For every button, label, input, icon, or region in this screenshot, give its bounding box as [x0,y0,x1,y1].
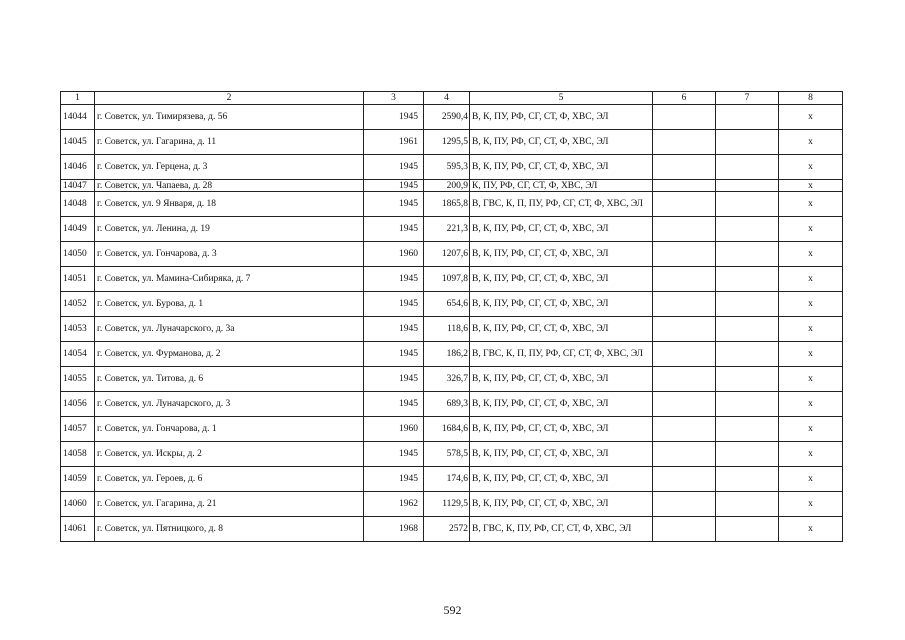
cell-address: г. Советск, ул. Мамина-Сибиряка, д. 7 [95,267,364,292]
cell-address: г. Советск, ул. Герцена, д. 3 [95,155,364,180]
cell-area: 326,7 [424,367,470,392]
cell-address: г. Советск, ул. Чапаева, д. 28 [95,180,364,192]
cell-col8: х [779,492,843,517]
cell-col7 [716,317,779,342]
cell-number: 14056 [61,392,95,417]
header-col-7: 7 [716,92,779,105]
cell-systems: В, К, ПУ, РФ, СГ, СТ, Ф, ХВС, ЭЛ [470,317,653,342]
cell-col7 [716,217,779,242]
housing-register-table [60,91,843,542]
header-col-4: 4 [424,92,470,105]
cell-col8: х [779,442,843,467]
cell-number: 14059 [61,467,95,492]
cell-area: 174,6 [424,467,470,492]
cell-col8: х [779,267,843,292]
cell-col8: х [779,192,843,217]
cell-col6 [653,155,716,180]
cell-area: 1865,8 [424,192,470,217]
table-row [61,467,843,492]
cell-area: 1129,5 [424,492,470,517]
cell-col6 [653,492,716,517]
header-col-1: 1 [61,92,95,105]
cell-area: 2572 [424,517,470,542]
cell-col6 [653,467,716,492]
table-row [61,417,843,442]
table-row [61,242,843,267]
table-row [61,292,843,317]
cell-year: 1945 [364,467,424,492]
cell-year: 1945 [364,392,424,417]
cell-year: 1960 [364,242,424,267]
cell-number: 14051 [61,267,95,292]
header-col-3: 3 [364,92,424,105]
cell-address: г. Советск, ул. Бурова, д. 1 [95,292,364,317]
cell-col7 [716,292,779,317]
cell-col6 [653,105,716,130]
cell-col8: х [779,180,843,192]
cell-col7 [716,492,779,517]
cell-col8: х [779,130,843,155]
cell-col7 [716,367,779,392]
cell-number: 14055 [61,367,95,392]
cell-area: 1295,5 [424,130,470,155]
cell-address: г. Советск, ул. Тимирязева, д. 56 [95,105,364,130]
cell-col8: х [779,317,843,342]
cell-systems: В, К, ПУ, РФ, СГ, СТ, Ф, ХВС, ЭЛ [470,392,653,417]
table-row [61,130,843,155]
table-body [61,105,843,542]
cell-number: 14053 [61,317,95,342]
cell-col8: х [779,217,843,242]
cell-systems: В, ГВС, К, П, ПУ, РФ, СГ, СТ, Ф, ХВС, ЭЛ [470,192,653,217]
table-row [61,192,843,217]
cell-address: г. Советск, ул. Гончарова, д. 3 [95,242,364,267]
page-number: 592 [443,603,462,617]
cell-col8: х [779,417,843,442]
cell-col6 [653,442,716,467]
cell-col6 [653,317,716,342]
cell-number: 14048 [61,192,95,217]
cell-col8: х [779,105,843,130]
cell-area: 118,6 [424,317,470,342]
table-row [61,105,843,130]
header-row [61,92,843,105]
cell-year: 1968 [364,517,424,542]
cell-col7 [716,130,779,155]
cell-systems: В, К, ПУ, РФ, СГ, СТ, Ф, ХВС, ЭЛ [470,217,653,242]
cell-col8: х [779,467,843,492]
table-row [61,392,843,417]
cell-systems: В, К, ПУ, РФ, СГ, СТ, Ф, ХВС, ЭЛ [470,155,653,180]
cell-col7 [716,442,779,467]
header-col-6: 6 [653,92,716,105]
cell-number: 14050 [61,242,95,267]
cell-systems: В, К, ПУ, РФ, СГ, СТ, Ф, ХВС, ЭЛ [470,367,653,392]
cell-col6 [653,517,716,542]
cell-area: 2590,4 [424,105,470,130]
cell-number: 14061 [61,517,95,542]
cell-year: 1945 [364,442,424,467]
cell-col7 [716,392,779,417]
cell-col7 [716,192,779,217]
cell-col7 [716,417,779,442]
cell-area: 654,6 [424,292,470,317]
header-col-2: 2 [95,92,364,105]
cell-col6 [653,267,716,292]
table-row [61,342,843,367]
cell-col7 [716,155,779,180]
cell-year: 1960 [364,417,424,442]
cell-year: 1961 [364,130,424,155]
cell-col8: х [779,392,843,417]
cell-area: 1097,8 [424,267,470,292]
table-row [61,180,843,192]
cell-col7 [716,180,779,192]
cell-systems: В, К, ПУ, РФ, СГ, СТ, Ф, ХВС, ЭЛ [470,267,653,292]
cell-number: 14060 [61,492,95,517]
cell-col7 [716,105,779,130]
cell-year: 1945 [364,292,424,317]
cell-number: 14057 [61,417,95,442]
cell-area: 689,3 [424,392,470,417]
cell-col6 [653,180,716,192]
cell-col6 [653,217,716,242]
cell-col7 [716,517,779,542]
cell-area: 221,3 [424,217,470,242]
cell-year: 1945 [364,180,424,192]
cell-col6 [653,367,716,392]
cell-col8: х [779,242,843,267]
cell-address: г. Советск, ул. Луначарского, д. 3а [95,317,364,342]
cell-year: 1945 [364,342,424,367]
header-col-8: 8 [779,92,843,105]
cell-address: г. Советск, ул. Пятницкого, д. 8 [95,517,364,542]
cell-year: 1945 [364,267,424,292]
cell-systems: В, ГВС, К, П, ПУ, РФ, СГ, СТ, Ф, ХВС, ЭЛ [470,342,653,367]
cell-address: г. Советск, ул. Гагарина, д. 11 [95,130,364,155]
cell-systems: В, ГВС, К, ПУ, РФ, СГ, СТ, Ф, ХВС, ЭЛ [470,517,653,542]
cell-col6 [653,292,716,317]
cell-address: г. Советск, ул. Гончарова, д. 1 [95,417,364,442]
cell-number: 14046 [61,155,95,180]
cell-number: 14054 [61,342,95,367]
cell-systems: К, ПУ, РФ, СГ, СТ, Ф, ХВС, ЭЛ [470,180,653,192]
cell-year: 1945 [364,367,424,392]
cell-number: 14049 [61,217,95,242]
cell-systems: В, К, ПУ, РФ, СГ, СТ, Ф, ХВС, ЭЛ [470,442,653,467]
cell-systems: В, К, ПУ, РФ, СГ, СТ, Ф, ХВС, ЭЛ [470,242,653,267]
cell-col7 [716,242,779,267]
cell-address: г. Советск, ул. Титова, д. 6 [95,367,364,392]
cell-area: 186,2 [424,342,470,367]
cell-col8: х [779,367,843,392]
cell-area: 200,9 [424,180,470,192]
cell-year: 1945 [364,105,424,130]
cell-number: 14047 [61,180,95,192]
cell-col8: х [779,517,843,542]
cell-col7 [716,467,779,492]
cell-systems: В, К, ПУ, РФ, СГ, СТ, Ф, ХВС, ЭЛ [470,130,653,155]
cell-col8: х [779,342,843,367]
cell-year: 1962 [364,492,424,517]
table-row [61,217,843,242]
cell-address: г. Советск, ул. Фурманова, д. 2 [95,342,364,367]
table-row [61,517,843,542]
cell-col7 [716,267,779,292]
cell-area: 1207,6 [424,242,470,267]
cell-systems: В, К, ПУ, РФ, СГ, СТ, Ф, ХВС, ЭЛ [470,492,653,517]
table-row [61,317,843,342]
cell-address: г. Советск, ул. Ленина, д. 19 [95,217,364,242]
cell-address: г. Советск, ул. 9 Января, д. 18 [95,192,364,217]
cell-area: 1684,6 [424,417,470,442]
header-col-5: 5 [470,92,653,105]
cell-number: 14045 [61,130,95,155]
cell-systems: В, К, ПУ, РФ, СГ, СТ, Ф, ХВС, ЭЛ [470,417,653,442]
cell-year: 1945 [364,317,424,342]
cell-col8: х [779,292,843,317]
cell-number: 14044 [61,105,95,130]
cell-year: 1945 [364,217,424,242]
cell-col6 [653,342,716,367]
table-row [61,155,843,180]
cell-col6 [653,392,716,417]
cell-year: 1945 [364,155,424,180]
table-row [61,442,843,467]
cell-systems: В, К, ПУ, РФ, СГ, СТ, Ф, ХВС, ЭЛ [470,467,653,492]
cell-address: г. Советск, ул. Луначарского, д. 3 [95,392,364,417]
cell-year: 1945 [364,192,424,217]
cell-col7 [716,342,779,367]
cell-area: 578,5 [424,442,470,467]
cell-address: г. Советск, ул. Героев, д. 6 [95,467,364,492]
cell-col6 [653,242,716,267]
table-row [61,492,843,517]
cell-col6 [653,417,716,442]
cell-col8: х [779,155,843,180]
cell-area: 595,3 [424,155,470,180]
table-row [61,367,843,392]
cell-number: 14058 [61,442,95,467]
cell-col6 [653,192,716,217]
cell-address: г. Советск, ул. Искры, д. 2 [95,442,364,467]
table-row [61,267,843,292]
cell-col6 [653,130,716,155]
cell-address: г. Советск, ул. Гагарина, д. 21 [95,492,364,517]
cell-systems: В, К, ПУ, РФ, СГ, СТ, Ф, ХВС, ЭЛ [470,292,653,317]
cell-systems: В, К, ПУ, РФ, СГ, СТ, Ф, ХВС, ЭЛ [470,105,653,130]
cell-number: 14052 [61,292,95,317]
